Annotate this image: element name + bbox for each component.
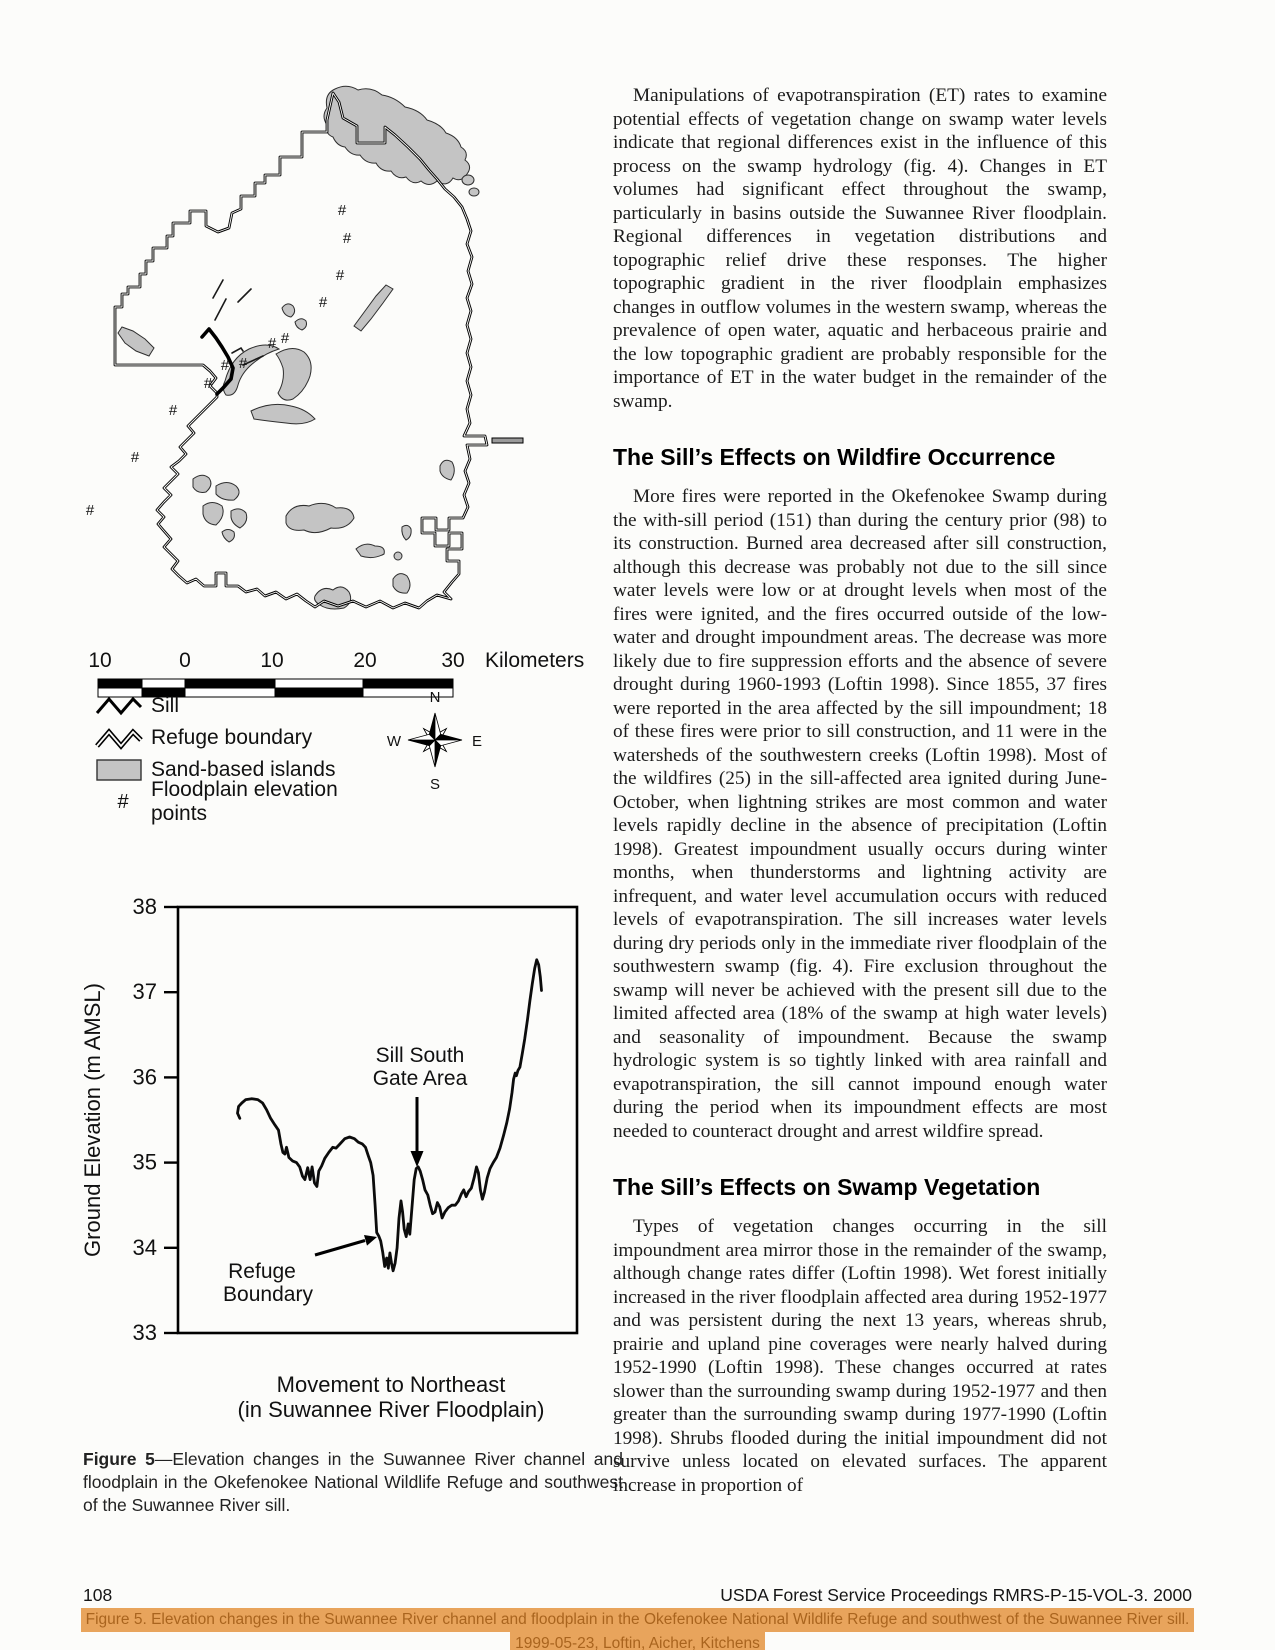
elevation-point-marker: # bbox=[280, 330, 290, 347]
elevation-point-icon: # bbox=[117, 790, 129, 813]
scale-label: 30 bbox=[441, 649, 465, 672]
article-column bbox=[613, 84, 1107, 1497]
wildfire-paragraph: More fires were reported in the Okefenokee Swamp during the with-sill period (151) than during the century prior (98) to its construction. Burned area decreased after sill construction, although this decrease was probably not due to the sill since water levels were low or at drought levels when most of the fires were ignited, and the fires occurred outside of the low-water and drought impoundment areas. The decrease was more likely due to fire suppression efforts and the absence of severe drought during 1960-1993 (Loftin 1998). Since 1855, 37 fires were reported in the area affected by the sill impoundment; 18 of these fires were prior to sill construction, and 11 were in the watersheds of the southwestern creeks (Loftin 1998). Most of the wildfires (25) in the sill-affected area ignited during June-October, when lightning strikes are most common and water levels rapidly decline in the absence of precipitation (Loftin 1998). Greatest impoundment usually occurs during winter months, when thunderstorms and lightning activity are infrequent, and water level accumulation occurs with reduced levels of evapotranspiration. The sill increases water levels during dry periods only in the immediate river floodplain of the southwestern swamp (fig. 4). Fire exclusion throughout the swamp will never be achieved with the present sill due to the limited affected area (18% of the swamp at high water levels) and seasonality of impoundment. Because the swamp hydrologic system is so tightly linked with area rainfall and evapotranspiration, the sill cannot impound enough water during the period when its impoundment effects are most needed to counteract drought and arrest wildfire spread. bbox=[613, 486, 1107, 1142]
floodplain-elevation-points bbox=[86, 202, 352, 519]
legend-label: Sand-based islands bbox=[151, 758, 336, 781]
svg-text:Boundary: Boundary bbox=[223, 1283, 313, 1306]
ytick: 37 bbox=[132, 979, 157, 1005]
down-arrowhead-icon bbox=[411, 1151, 424, 1167]
y-axis-tick-labels bbox=[133, 894, 157, 1345]
scale-unit-label: Kilometers bbox=[485, 649, 585, 672]
x-axis-title-line2: (in Suwannee River Floodplain) bbox=[237, 1397, 545, 1422]
intro-paragraph: Manipulations of evapotranspiration (ET) rates to examine potential effects of vegetation change on swamp water levels indicate that regional differences exist in the influence of this process on the swamp hydrology (fig. 4). Changes in ET volumes had significant effect throughout the swamp, particularly in basins outside the Suwannee River floodplain. Regional differences in vegetation distributions and topographic relief drive these responses. The higher topographic gradient in the river floodplain emphasizes changes in outflow volumes in the western swamp, whereas the prevalence of open water, aquatic and herbaceous prairie and the low topographic gradient are probably responsible for the importance of ET in the water budget in the remainder of the swamp. bbox=[613, 85, 1107, 412]
legend-label: Sill bbox=[151, 694, 180, 717]
highlighted-annotation bbox=[0, 1608, 1275, 1650]
compass-rose-icon bbox=[385, 688, 485, 792]
elevation-chart bbox=[75, 855, 595, 1435]
ytick: 33 bbox=[132, 1320, 157, 1345]
scale-label: 10 bbox=[88, 649, 112, 672]
annotation-line2: 1999-05-23, Loftin, Aicher, Kitchens bbox=[510, 1632, 765, 1650]
right-arrowhead-icon bbox=[364, 1235, 377, 1246]
y-axis-title: Ground Elevation (m AMSL) bbox=[80, 983, 105, 1257]
ytick: 38 bbox=[132, 894, 157, 919]
refuge-boundary-line-icon bbox=[95, 725, 151, 751]
legend-label: Refuge boundary bbox=[151, 726, 313, 749]
elevation-point-marker: # bbox=[168, 402, 178, 419]
legend-item-sill bbox=[95, 690, 395, 722]
elevation-point-marker: # bbox=[337, 202, 347, 219]
elevation-point-marker: # bbox=[85, 502, 95, 519]
annotation-sill-south-gate bbox=[373, 1044, 468, 1167]
legend-item-elevation-points bbox=[95, 778, 395, 825]
figure-caption-text: —Elevation changes in the Suwannee River channel and floodplain in the Okefenokee National Wildlife Refuge and southwest of the Suwannee River sill. bbox=[83, 1449, 623, 1515]
legend-item-refuge-boundary bbox=[95, 722, 395, 754]
ytick: 36 bbox=[132, 1064, 157, 1090]
vegetation-paragraph: Types of vegetation changes occurring in the sill impoundment area mirror those in the remainder of the swamp, although change rates differ (Loftin 1998). Wet forest initially increased in the river floodplain affected area during 1952-1977 and was persistent during the next 13 years, whereas shrub, prairie and upland pine coverages were nearly halved during 1952-1990 (Loftin 1998). These changes occurred at rates slower than the surrounding swamp during 1952-1977 and then greater than the surrounding swamp during 1977-1990 (Loftin 1998). Shrubs flooded during the initial impoundment did not survive unless located on elevated surfaces. The apparent increase in proportion of bbox=[613, 1216, 1107, 1496]
elevation-point-marker: # bbox=[335, 267, 345, 284]
annotation-refuge-boundary bbox=[223, 1235, 377, 1306]
y-axis-ticks bbox=[164, 907, 178, 1333]
sill-line-icon bbox=[95, 694, 151, 718]
legend-label: Floodplain elevation points bbox=[151, 778, 338, 825]
svg-text:Refuge: Refuge bbox=[228, 1260, 296, 1283]
figure-caption bbox=[83, 1448, 623, 1517]
section-heading-wildfire: The Sill’s Effects on Wildfire Occurrence bbox=[613, 444, 1056, 470]
page-footer bbox=[83, 1585, 1192, 1606]
sand-island-swatch-icon bbox=[95, 758, 151, 782]
scale-label: 0 bbox=[179, 649, 191, 672]
section-heading-vegetation: The Sill’s Effects on Swamp Vegetation bbox=[613, 1174, 1041, 1200]
compass-n: N bbox=[429, 689, 441, 706]
ytick: 35 bbox=[132, 1149, 157, 1175]
sand-based-islands bbox=[118, 86, 523, 609]
map-legend bbox=[95, 690, 395, 825]
svg-text:Sill South: Sill South bbox=[375, 1044, 465, 1067]
journal-footer: USDA Forest Service Proceedings RMRS-P-15-VOL-3. 2000 bbox=[720, 1585, 1192, 1605]
compass-s: S bbox=[429, 776, 441, 792]
annotation-line1: Figure 5. Elevation changes in the Suwannee River channel and floodplain in the Okefenokee National Wildlife Refuge and southwest of the Suwannee River sill. bbox=[81, 1608, 1195, 1632]
compass-e: E bbox=[471, 733, 483, 750]
elevation-profile-curve bbox=[238, 960, 542, 1271]
elevation-point-marker: # bbox=[238, 355, 248, 372]
elevation-point-marker: # bbox=[130, 449, 140, 466]
svg-text:Gate Area: Gate Area bbox=[372, 1067, 468, 1090]
figure-caption-label: Figure 5 bbox=[83, 1449, 155, 1469]
elevation-point-marker: # bbox=[203, 375, 213, 392]
scale-label: 10 bbox=[260, 649, 284, 672]
refuge-map bbox=[75, 80, 595, 646]
elevation-point-marker: # bbox=[342, 230, 352, 247]
elevation-point-marker: # bbox=[267, 335, 277, 352]
elevation-point-marker: # bbox=[318, 294, 328, 311]
page-number: 108 bbox=[83, 1585, 113, 1605]
compass-w: W bbox=[386, 733, 402, 750]
scale-label: 20 bbox=[353, 649, 377, 672]
elevation-point-marker: # bbox=[220, 357, 230, 374]
ytick: 34 bbox=[132, 1234, 157, 1260]
right-arrow-icon bbox=[315, 1241, 365, 1256]
x-axis-title-line1: Movement to Northeast bbox=[276, 1372, 506, 1397]
east-bar-island bbox=[492, 438, 523, 443]
